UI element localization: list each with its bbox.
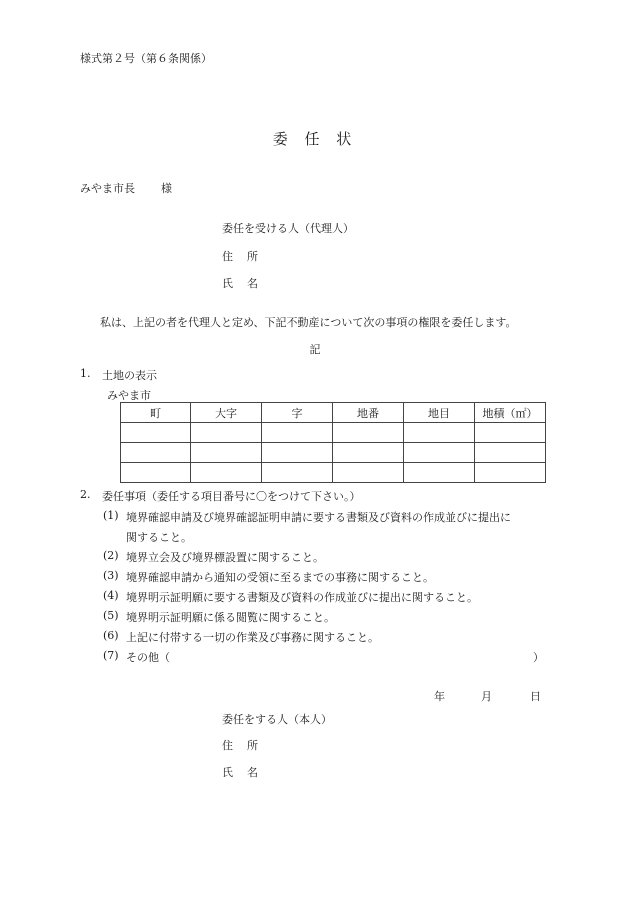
principal-address-label-1: 住	[222, 739, 233, 752]
principal-address-label-2: 所	[247, 739, 258, 752]
table-cell[interactable]	[191, 463, 262, 483]
table-cell[interactable]	[475, 463, 546, 483]
item-3-text: 境界確認申請から通知の受領に至るまでの事務に関すること。	[126, 571, 434, 584]
item-5-number[interactable]: (5)	[103, 609, 119, 622]
item-4-text: 境界明示証明願に要する書類及び資料の作成並びに提出に関すること。	[126, 591, 478, 604]
agent-address-label	[222, 248, 258, 264]
addressee-honorific: 様	[161, 182, 172, 195]
table-cell[interactable]	[191, 423, 262, 443]
date-month-label: 月	[481, 690, 492, 703]
section1-title: 土地の表示	[102, 369, 157, 382]
principal-address-label	[222, 737, 258, 753]
table-cell[interactable]	[262, 423, 333, 443]
date-day-label: 日	[530, 690, 541, 703]
principal-heading: 委任をする人（本人）	[222, 713, 332, 726]
table-cell[interactable]	[121, 463, 191, 483]
table-cell[interactable]	[475, 423, 546, 443]
table-cell[interactable]	[333, 463, 404, 483]
form-number: 様式第２号（第６条関係）	[80, 52, 212, 65]
table-cell[interactable]	[404, 443, 475, 463]
item-6-number[interactable]: (6)	[103, 629, 119, 642]
column-header-town: 町	[121, 403, 191, 423]
agent-address-label-2: 所	[247, 250, 258, 263]
table-cell[interactable]	[475, 443, 546, 463]
principal-name-label-2: 名	[247, 766, 258, 779]
column-header-oaza: 大字	[191, 403, 262, 423]
column-header-area: 地積（㎡）	[475, 403, 546, 423]
item-7-number[interactable]: (7)	[103, 649, 119, 662]
agent-name-label-1: 氏	[222, 277, 233, 290]
table-row	[121, 463, 546, 483]
item-2-number[interactable]: (2)	[103, 549, 119, 562]
table-cell[interactable]	[121, 423, 191, 443]
delegation-statement: 私は、上記の者を代理人と定め、下記不動産について次の事項の権限を委任します。	[100, 316, 517, 329]
table-row	[121, 423, 546, 443]
agent-name-label-2: 名	[247, 277, 258, 290]
section2-number: 2.	[80, 488, 91, 501]
table-cell[interactable]	[262, 443, 333, 463]
date-year-label: 年	[434, 690, 445, 703]
table-cell[interactable]	[262, 463, 333, 483]
column-header-land-category: 地目	[404, 403, 475, 423]
item-3-number[interactable]: (3)	[103, 569, 119, 582]
table-header-row	[121, 403, 546, 423]
item-1-text: 境界確認申請及び境界確認証明申請に要する書類及び資料の作成並びに提出に	[126, 511, 511, 524]
column-header-aza: 字	[262, 403, 333, 423]
addressee-name: みやま市長	[80, 182, 135, 195]
table-cell[interactable]	[333, 423, 404, 443]
agent-heading: 委任を受ける人（代理人）	[222, 222, 354, 235]
section1-number: 1.	[80, 367, 91, 380]
table-cell[interactable]	[404, 423, 475, 443]
ki-heading: 記	[309, 343, 321, 356]
addressee	[80, 180, 172, 196]
land-table	[120, 402, 546, 483]
table-cell[interactable]	[333, 443, 404, 463]
table-cell[interactable]	[404, 463, 475, 483]
city-name: みやま市	[107, 389, 151, 402]
item-4-number[interactable]: (4)	[103, 589, 119, 602]
table-row	[121, 443, 546, 463]
table-cell[interactable]	[191, 443, 262, 463]
item-1-number[interactable]: (1)	[103, 509, 119, 522]
document-title: 委 任 状	[272, 130, 358, 148]
principal-name-label	[222, 764, 258, 780]
agent-name-label	[222, 275, 258, 291]
item-7-close-paren: ）	[533, 651, 544, 664]
section2-title: 委任事項（委任する項目番号に〇をつけて下さい。）	[102, 490, 361, 503]
item-2-text: 境界立会及び境界標設置に関すること。	[126, 551, 324, 564]
column-header-lot-number: 地番	[333, 403, 404, 423]
table-cell[interactable]	[121, 443, 191, 463]
item-7-text: その他（	[126, 651, 170, 664]
item-1-text-continued: 関すること。	[126, 531, 192, 544]
item-6-text: 上記に付帯する一切の作業及び事務に関すること。	[126, 631, 379, 644]
agent-address-label-1: 住	[222, 250, 233, 263]
item-5-text: 境界明示証明願に係る閲覧に関すること。	[126, 611, 335, 624]
principal-name-label-1: 氏	[222, 766, 233, 779]
